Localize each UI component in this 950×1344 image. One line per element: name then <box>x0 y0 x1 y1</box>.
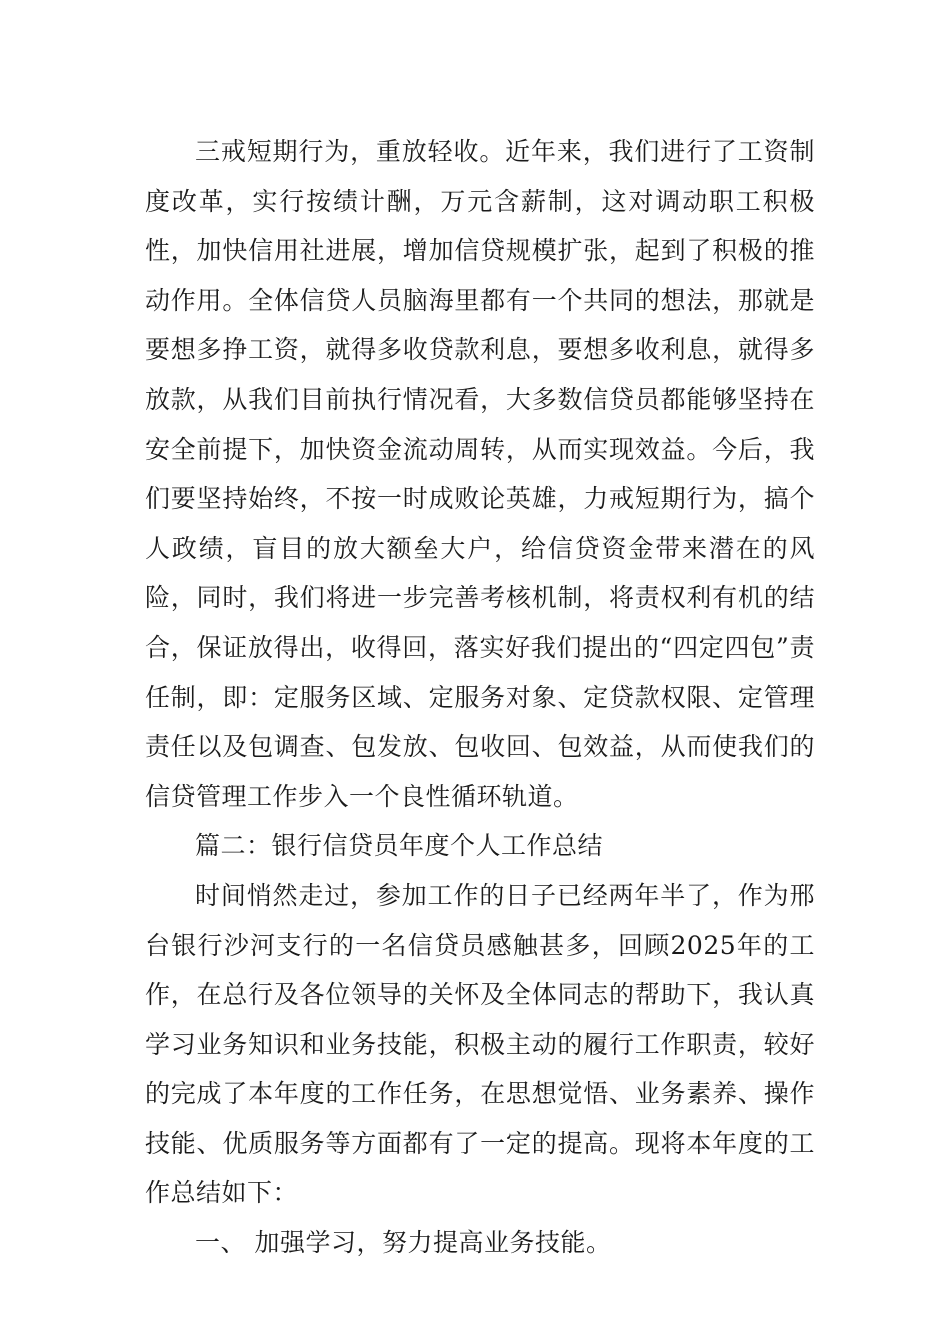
document-body <box>145 127 815 1268</box>
subsection-heading-one: 一、 加强学习，努力提高业务技能。 <box>195 1228 612 1258</box>
section-title-part-two: 篇二：银行信贷员年度个人工作总结 <box>195 831 604 861</box>
paragraph-short-term-behavior: 三戒短期行为，重放轻收。近年来，我们进行了工资制度改革，实行按绩计酬，万元含薪制，这对调动职工积极性，加快信用社进展，增加信贷规模扩张，起到了积极的推动作用。全体信贷人员脑海里都有一个共同的想法，那就是要想多挣工资，就得多收贷款利息，要想多收利息，就得多放款，从我们目前执行情况看，大多数信贷员都能够坚持在安全前提下，加快资金流动周转，从而实现效益。今后，我们要坚持始终，不按一时成败论英雄，力戒短期行为，搞个人政绩，盲目的放大额垒大户，给信贷资金带来潜在的风险，同时，我们将进一步完善考核机制，将责权利有机的结合，保证放得出，收得回，落实好我们提出的“四定四包”责任制，即：定服务区域、定服务对象、定贷款权限、定管理责任以及包调查、包发放、包收回、包效益，从而使我们的信贷管理工作步入一个良性循环轨道。 <box>145 137 815 811</box>
paragraph-intro-summary: 时间悄然走过，参加工作的日子已经两年半了，作为邢台银行沙河支行的一名信贷员感触甚多，回顾2025年的工作，在总行及各位领导的关怀及全体同志的帮助下，我认真学习业务知识和业务技能，积极主动的履行工作职责，较好的完成了本年度的工作任务，在思想觉悟、业务素养、操作技能、优质服务等方面都有了一定的提高。现将本年度的工作总结如下： <box>145 880 815 1208</box>
